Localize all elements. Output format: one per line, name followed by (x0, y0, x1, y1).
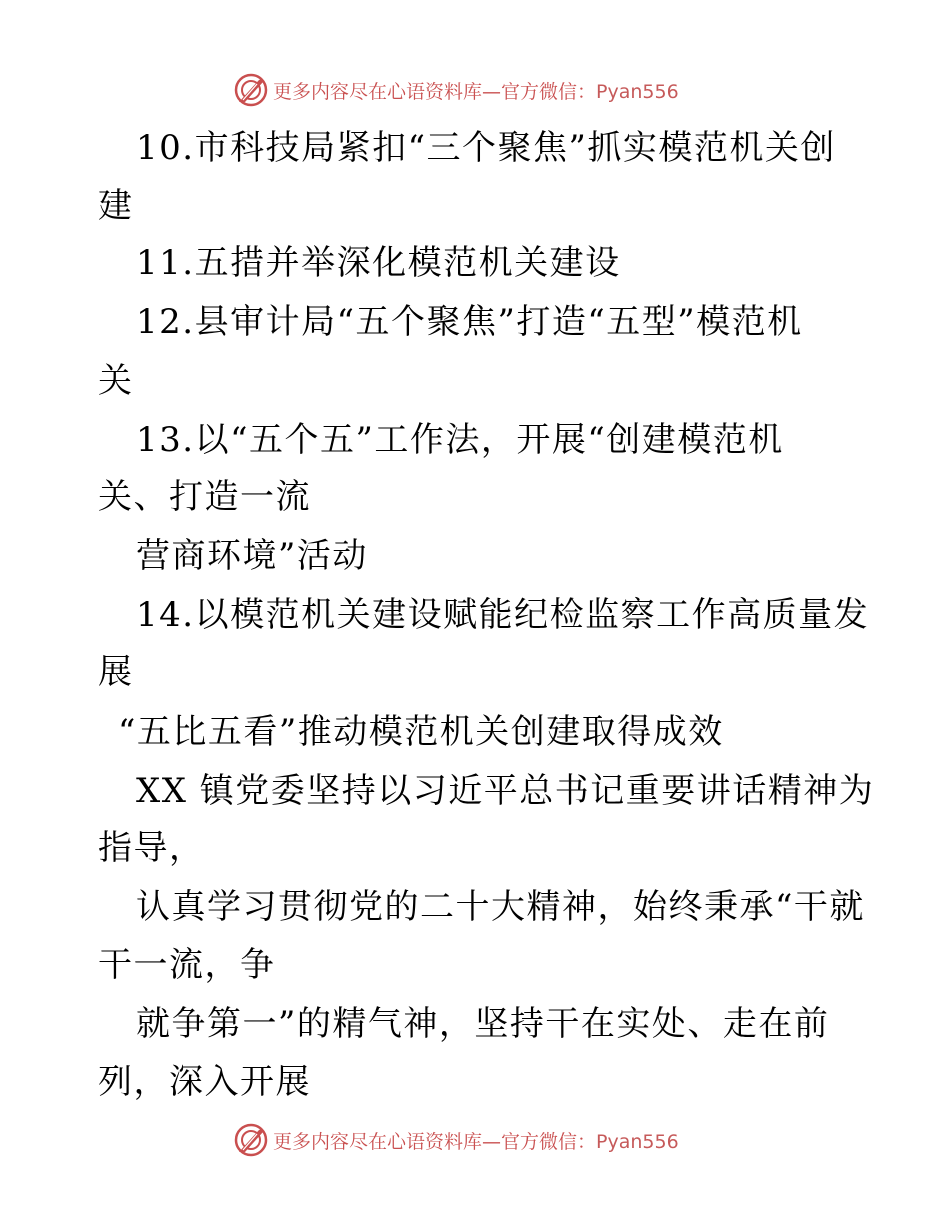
doc-paragraph-line-3: 认真学习贯彻党的二十大精神，始终秉承“干就 (136, 887, 865, 927)
watermark-text: 更多内容尽在心语资料库—官方微信：Pyan556 (273, 80, 679, 103)
doc-line-item-13: 13.以“五个五”工作法，开展“创建模范机 (136, 420, 784, 460)
doc-line-item-14-cont: 展 (98, 652, 134, 692)
watermark-banner-top (233, 70, 679, 110)
doc-line-item-10-cont: 建 (98, 186, 134, 226)
doc-line-item-10: 10.市科技局紧扣“三个聚焦”抓实模范机关创 (136, 128, 836, 168)
doc-line-item-13-cont: 关、打造一流 (98, 477, 311, 517)
doc-paragraph-line-5: 就争第一”的精气神，坚持干在实处、走在前 (136, 1004, 830, 1044)
watermark-text: 更多内容尽在心语资料库—官方微信：Pyan556 (273, 1130, 679, 1153)
feather-pen-logo-icon (233, 1122, 269, 1158)
doc-line-item-11: 11.五措并举深化模范机关建设 (136, 243, 621, 283)
doc-line-item-13-cont2: 营商环境”活动 (136, 536, 368, 576)
doc-line-item-12-cont: 关 (98, 361, 134, 401)
doc-line-item-12: 12.县审计局“五个聚焦”打造“五型”模范机 (136, 302, 803, 342)
doc-section-heading: “五比五看”推动模范机关创建取得成效 (118, 712, 724, 752)
doc-paragraph-line-1: XX 镇党委坚持以习近平总书记重要讲话精神为 (136, 771, 875, 811)
doc-paragraph-line-4: 干一流，争 (98, 945, 276, 985)
doc-line-item-14: 14.以模范机关建设赋能纪检监察工作高质量发 (136, 595, 870, 635)
feather-pen-logo-icon (233, 72, 269, 108)
watermark-banner-bottom (233, 1120, 679, 1160)
doc-paragraph-line-2: 指导， (98, 828, 205, 868)
doc-paragraph-line-6: 列，深入开展 (98, 1062, 311, 1102)
